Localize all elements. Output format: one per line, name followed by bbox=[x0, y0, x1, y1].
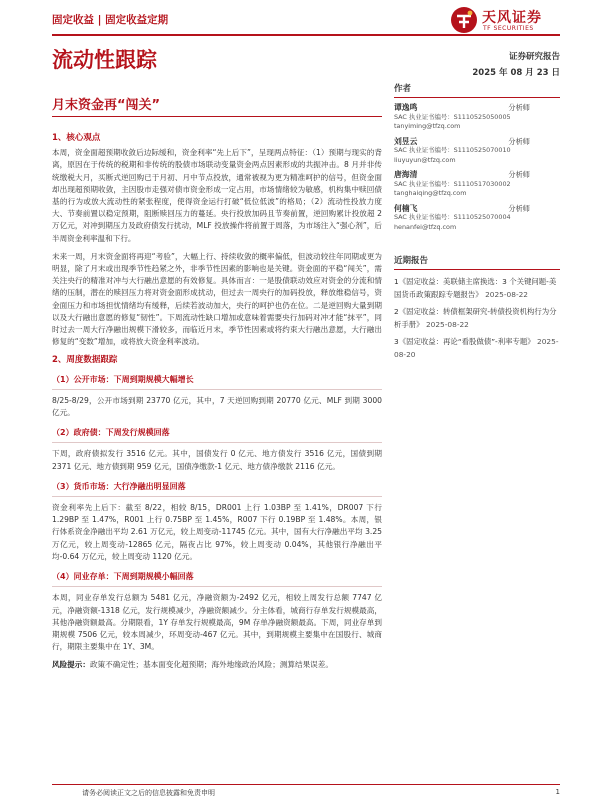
subsection-ncd-title: （4）同业存单：下周到期规模小幅回落 bbox=[52, 569, 382, 587]
risk-label: 风险提示： bbox=[52, 660, 90, 670]
logo-cn-text: 天风证券 bbox=[482, 10, 542, 26]
analyst-email-link[interactable]: tanyiming@tfzq.com bbox=[394, 122, 461, 130]
analyst-role: 分析师 bbox=[508, 203, 530, 213]
recent-report-link[interactable] bbox=[394, 305, 560, 331]
recent-report-text: 3《固定收益：再论“看股做债”-利率专题》 bbox=[394, 337, 535, 346]
analyst-card bbox=[394, 204, 560, 233]
sidebar bbox=[394, 82, 560, 365]
money-market-text: 资金利率先上后下：截至 8/22，相较 8/15，DR001 上行 1.03BP 至 1.41%，DR007 下行 1.29BP 至 1.47%，R001 上行 0.75BP 至 1.45%，R007 下行 0.19BP 至 1.48%。本周，银行体系资金净融出平均 2.61 万亿元，较上周变动-11745 亿元。其中，国有大行净融出平均 3.25 万亿元，较上周变动-12865 亿元，隔夜占比 97%，较上周变动 0.04%，其他银行净融出平均-0.64 万亿元，较上周变动 1120 亿元。 bbox=[52, 503, 382, 561]
core-paragraph-2: 未来一周，月末资金面将再迎“考验”，大幅上行、持续收敛的概率偏低，但波动较往年同期或更为明显，除了月末或出现季节性趋紧之外，非季节性因素的影响也是关键。资金面的平稳“闯关”，需关注央行的精准对冲与大行融出意愿的有效修复。具体而言：一是股债联动效应对资金的分流和情绪的压制，潜在的赎回压力将对资金面形成扰动，但过去一周央行的加码投放，释放维稳信号，资金面压力和市场担忧情绪均有缓释，后续若波动加大，央行的呵护也仍在位。二是逆回购大量到期以及大行融出意愿的修复“韧性”。下周流动性缺口增加或意味着需要央行加码对冲才能“抹平”，同时过去一周大行净融出规模下滑较多，而临近月末，季节性因素或将约束大行融出意愿，大行融出修复的“变数”增加，或将放大资金利率波动。 bbox=[52, 251, 382, 347]
analyst-email-link[interactable]: henanfei@tfzq.com bbox=[394, 222, 457, 231]
recent-report-date: 2025-08-22 bbox=[425, 320, 469, 329]
ncd-text: 本周，同业存单发行总额为 5481 亿元，净融资额为-2492 亿元，相较上周发行总额 7747 亿元，净融资额-1318 亿元，发行规模减少，净融资额减少。分主体看，城商行存单发行规模最高，其他净融资额最高。分期限看，1Y 存单发行规模最高，9M 存单净融资额最高。下周，同业存单到期规模 7506 亿元，较本周减少，环周变动-467 亿元。其中，到期规模主要集中在国股行、城商行，期限主要集中在 1Y、3M。 bbox=[52, 593, 382, 652]
analyst-card bbox=[394, 137, 560, 166]
analyst-email-link[interactable]: liuyuyun@tfzq.com bbox=[394, 155, 456, 164]
page-number: 1 bbox=[555, 788, 560, 796]
report-date: 2025 年 08 月 23 日 bbox=[472, 68, 560, 78]
analyst-card bbox=[394, 170, 560, 199]
analyst-license: SAC 执业证书编号：S1110517030002 bbox=[394, 179, 511, 188]
recent-report-date: 2025-08-20 bbox=[394, 337, 559, 359]
analyst-role: 分析师 bbox=[508, 103, 530, 112]
recent-report-text: 1《固定收益：美联储主席换选：3 个关键问题-美国货币政策跟踪专题报告》 bbox=[394, 277, 557, 299]
analyst-license: SAC 执业证书编号：S1110525050005 bbox=[394, 112, 511, 121]
open-market-text: 8/25-8/29，公开市场到期 23770 亿元，其中，7 天逆回购到期 20770 亿元、MLF 到期 3000 亿元。 bbox=[52, 395, 382, 418]
analyst-name: 谭逸鸣 bbox=[394, 103, 418, 112]
recent-report-text: 2《固定收益：转债框架研究-转债投资机构行为分析手册》 bbox=[394, 307, 557, 329]
risk-warning bbox=[52, 659, 382, 671]
page-title: 流动性跟踪 bbox=[52, 48, 157, 72]
analyst-license: SAC 执业证书编号：S1110525070010 bbox=[394, 146, 511, 154]
logo-en-text: TF SECURITIES bbox=[483, 25, 534, 32]
analyst-role: 分析师 bbox=[508, 170, 530, 179]
subsection-gov-bond-title: （2）政府债：下周发行规模回落 bbox=[52, 425, 382, 443]
analyst-email-link[interactable]: tanghaiqing@tfzq.com bbox=[394, 189, 467, 197]
recent-report-link[interactable] bbox=[394, 335, 560, 361]
main-content bbox=[52, 128, 382, 678]
section-core-title: 1、核心观点 bbox=[52, 133, 101, 143]
subsection-open-market-title: （1）公开市场：下周到期规模大幅增长 bbox=[52, 372, 382, 390]
analyst-license: SAC 执业证书编号：S1110525070004 bbox=[394, 213, 511, 221]
recent-report-date: 2025-08-22 bbox=[485, 290, 529, 299]
analyst-name: 何楠飞 bbox=[394, 203, 418, 213]
subsection-money-market-title: （3）货币市场：大行净融出明显回落 bbox=[52, 479, 382, 497]
footer-disclaimer: 请务必阅读正文之后的信息披露和免责申明 bbox=[82, 789, 215, 797]
analyst-card bbox=[394, 103, 560, 132]
risk-text: 政策不确定性；基本面变化超预期；海外地缘政治风险；测算结果误差。 bbox=[89, 660, 333, 670]
gov-bond-text: 下周，政府债拟发行 3516 亿元。其中，国债发行 0 亿元、地方债发行 3516 亿元，国债到期 2371 亿元、地方债到期 959 亿元，国债净缴款-1 亿元、地方债净缴款 2116 亿元。 bbox=[52, 449, 382, 471]
header-divider bbox=[52, 34, 560, 36]
footer-divider bbox=[52, 784, 560, 785]
report-category: 固定收益 | 固定收益定期 bbox=[52, 14, 169, 26]
recent-report-link[interactable] bbox=[394, 275, 560, 301]
tf-logo-icon bbox=[450, 6, 478, 34]
analyst-name: 唐海清 bbox=[394, 170, 418, 179]
analyst-name: 刘昱云 bbox=[394, 136, 418, 146]
core-paragraph-1: 本周，资金面超预期收敛后边际缓和，资金利率“先上后下”，呈现两点特征：（1）预期与现实的背离，原因在于传统的税期和非传统的股债市场联动变量资金两点因素形成的共振冲击。8 月并非传统缴税大月，买断式逆回购已于月初、月中节点投放，通常被视为更为精准呵护的信号，但资金面却出现超预期收敛，主因股市走强对债市资金形成一定占用，市场情绪较为敏感，机构集中赎回债基的行为或放大流动性的紧张程度，使得资金运行打破“低位低波”的格局；（2）流动性投放力度大、节奏前置以稳定预期，阻断赎回压力的蔓延。央行投放加码且节奏前置，逆回购累计投放超 2 万亿元，对冲到期压力及政府债发行扰动，MLF 投放操作将前置于周落，为市场注入“强心剂”，后半周资金利率温和下行。 bbox=[52, 148, 382, 243]
section-data-title: 2、周度数据跟踪 bbox=[52, 355, 118, 366]
analyst-role: 分析师 bbox=[508, 136, 530, 146]
subtitle-divider bbox=[52, 116, 382, 117]
authors-title: 作者 bbox=[394, 82, 560, 98]
page-subtitle: 月末资金再“闯关” bbox=[52, 98, 161, 113]
recent-reports-title: 近期报告 bbox=[394, 254, 560, 270]
report-type: 证券研究报告 bbox=[508, 52, 560, 62]
